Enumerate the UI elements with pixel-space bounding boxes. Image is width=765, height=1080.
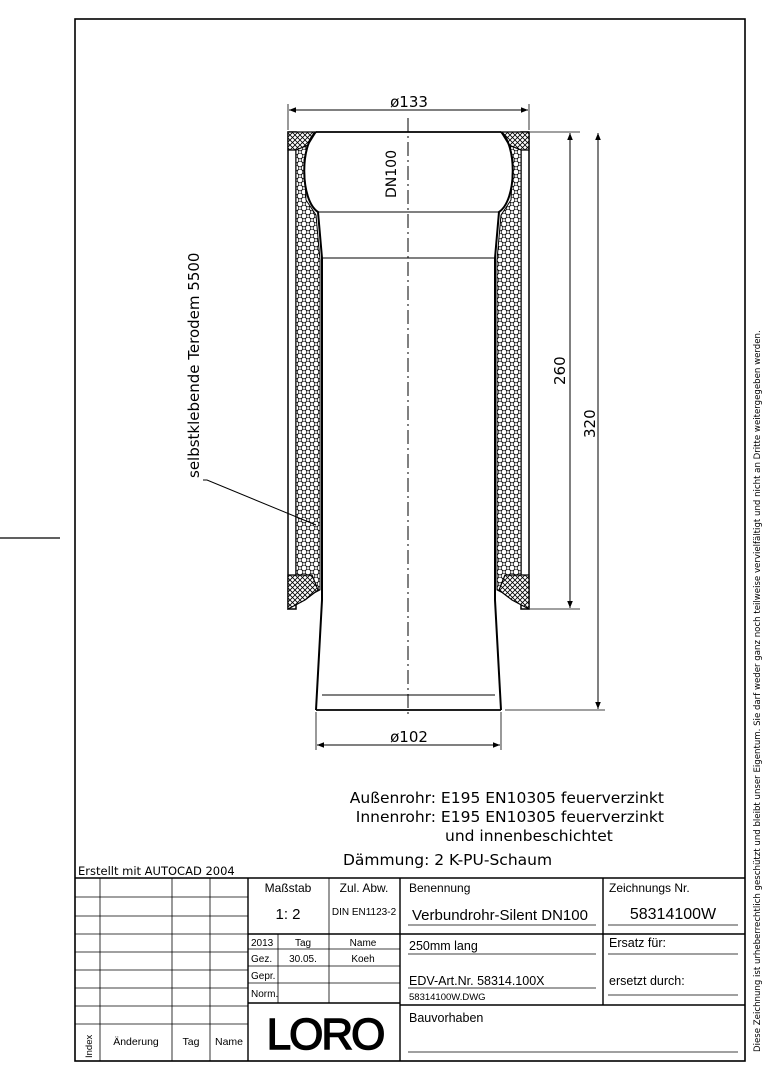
replacement-for-label: Ersatz für: [609,936,666,950]
sheet-border [75,19,745,1061]
tolerance-value: DIN EN1123-2 [331,907,397,918]
drawing-number-value: 58314100W [629,906,717,923]
revision-change-label: Änderung [113,1036,159,1048]
dim-outer-diameter: ø133 [390,93,428,111]
scale-label: Maßstab [264,881,312,895]
svg-text:LORO: LORO [266,1010,384,1059]
day-label: Tag [294,938,312,949]
drawn-date: 30.05. [289,954,317,965]
loro-logo [267,1010,384,1059]
dim-inner-diameter: ø102 [390,728,428,746]
year: 2013 [251,938,274,949]
material-specs [343,789,664,869]
drawing-number-label: Zeichnungs Nr. [609,881,690,895]
norm-label: Norm. [251,989,279,1000]
created-with-note: Erstellt mit AUTOCAD 2004 [78,864,235,878]
scale-value: 1: 2 [275,906,301,923]
spec-insulation: Dämmung: 2 K-PU-Schaum [343,851,553,869]
dim-nominal-size: DN100 [384,150,400,198]
length-value: 250mm lang [409,939,478,953]
dim-length-total: 320 [581,409,599,438]
drawn-name: Koeh [351,954,375,965]
revision-name-label: Name [214,1036,244,1048]
project-label: Bauvorhaben [409,1011,484,1025]
tolerance-label: Zul. Abw. [339,881,389,895]
edv-article-number: EDV-Art.Nr. 58314.100X [409,974,545,988]
revision-index-label: Index [84,1034,95,1058]
dim-length-inner: 260 [551,356,569,385]
name-value: Verbundrohr-Silent DN100 [412,907,588,924]
copyright-note: Diese Zeichnung ist urheberrechtlich geschützt und bleibt unser Eigentum. Sie darf weder ganz noch teilweise vervielfältigt und nicht an Dritte weitergegeben werden. [753,330,763,1052]
replaced-by-label: ersetzt durch: [609,974,685,988]
name-label: Benennung [409,881,471,895]
dwg-file-name: 58314100W.DWG [409,992,486,1003]
checked-label: Gepr. [251,971,276,982]
spec-outer-pipe: Außenrohr: E195 EN10305 feuerverzinkt [349,789,664,807]
spec-inner-pipe: Innenrohr: E195 EN10305 feuerverzinkt [355,808,664,826]
pipe-section-drawing [203,104,605,750]
leader-label: selbstklebende Terodem 5500 [185,252,203,478]
revision-day-label: Tag [182,1036,200,1048]
name-column-label: Name [349,938,377,949]
spec-inner-coating: und innenbeschichtet [445,827,613,845]
drawn-label: Gez. [251,954,273,965]
